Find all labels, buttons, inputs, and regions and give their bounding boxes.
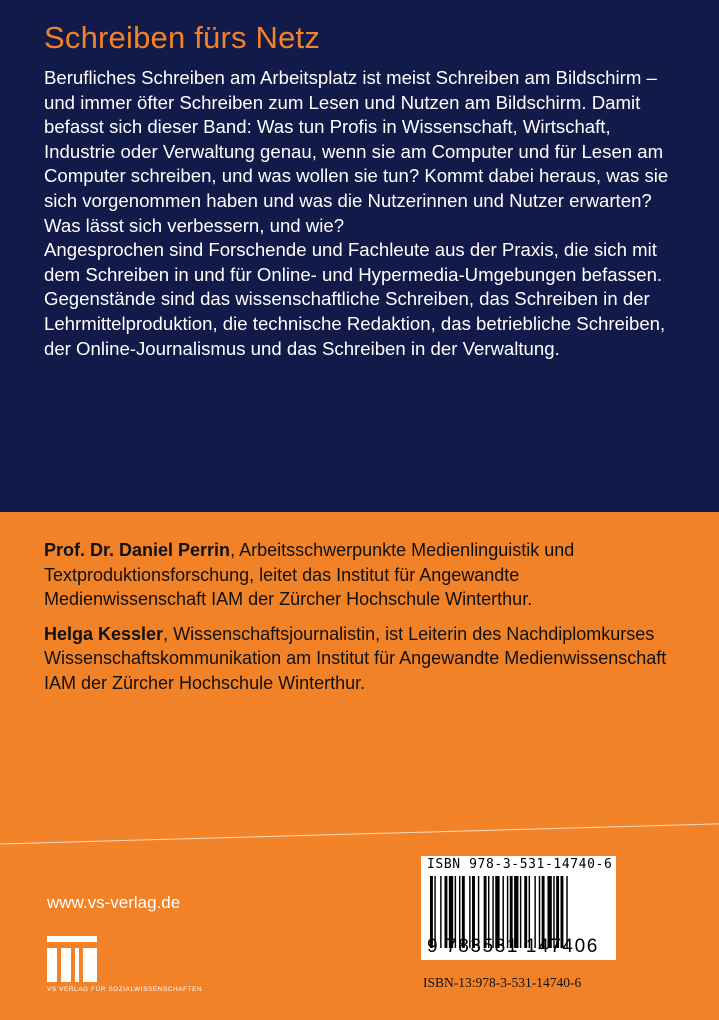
author-name: Helga Kessler [44,623,164,644]
barcode-digits: 9 783531 147406 [427,936,599,957]
author-bio-text: , Wissenschaftsjournalistin, ist Leiterin des Nachdiplomkurses Wissenschaftskommunikation am Institut für Angewandte Medienwissenschaft IAM der Zürcher Hochschule Winterthur. [44,623,667,693]
publisher-logo-text: VS VERLAG FÜR SOZIALWISSENSCHAFTEN [47,986,203,993]
book-blurb [44,66,684,361]
author-name: Prof. Dr. Daniel Perrin [44,540,231,560]
isbn-label: ISBN 978-3-531-14740-6 [427,857,613,872]
author-bio-text: , Arbeitsschwerpunkte Medienlinguistik und Textproduktionsforschung, leitet das Institut für Angewandte Medienwissenschaft IAM der Zürcher Hochschule Winterthur. [44,540,575,609]
vs-verlag-logo-icon [47,936,97,982]
publisher-url[interactable]: www.vs-verlag.de [47,893,181,912]
blurb-paragraph-2: Angesprochen sind Forschende und Fachleute aus der Praxis, die sich mit dem Schreiben in und für Online- und Hypermedia-Umgebungen befassen. Gegenstände sind das wissenschaftliche Schreiben, das Schreiben in der Lehrmittelproduktion, die technische Redaktion, das betriebliche Schreiben, der Online-Journalismus und das Schreiben in der Verwaltung. [44,239,666,359]
book-title: Schreiben fürs Netz [44,20,321,55]
blurb-paragraph-1: Berufliches Schreiben am Arbeitsplatz ist meist Schreiben am Bildschirm – und immer öfter Schreiben zum Lesen und Nutzen am Bildschirm. Damit befasst sich dieser Band: Was tun Profis in Wissenschaft, Wirtschaft, Industrie oder Verwaltung genau, wenn sie am Computer und für Lesen am Computer schreiben, und was wollen sie tun? Kommt dabei heraus, was sie sich vorgenommen haben und was die Nutzerinnen und Nutzer erwarten? Was lässt sich verbessern, und wie? [44,67,669,236]
author-bio-perrin [44,538,684,612]
author-bios [44,538,684,705]
isbn-13-label: ISBN-13:978-3-531-14740-6 [423,975,582,990]
author-bio-kessler [44,622,684,696]
